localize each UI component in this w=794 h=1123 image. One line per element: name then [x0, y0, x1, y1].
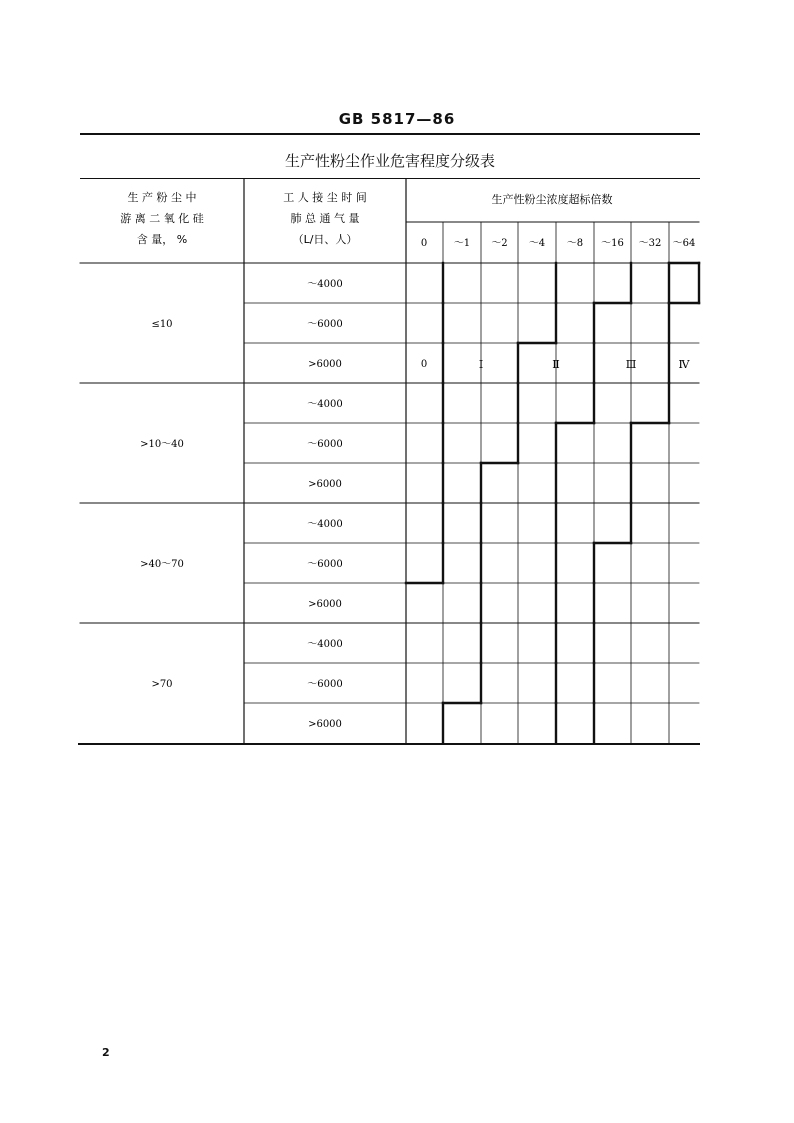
- multiplier-col-label: ～8: [566, 238, 584, 249]
- ventilation-header-line-3: （L/日、人）: [292, 233, 358, 246]
- silica-content-cell: >10～40: [140, 439, 184, 450]
- multiplier-col-label: 0: [420, 238, 428, 249]
- standard-code: GB 5817—86: [338, 110, 456, 128]
- ventilation-cell: ～4000: [307, 399, 343, 410]
- silica-header-line-1: 生 产 粉 尘 中: [127, 191, 197, 204]
- ventilation-cell: ～6000: [307, 319, 343, 330]
- silica-content-cell: >40～70: [140, 559, 184, 570]
- silica-content-cell: ≤10: [151, 319, 173, 330]
- grade-label-iv: Ⅳ: [678, 358, 690, 371]
- multiplier-header: 生产性粉尘浓度超标倍数: [491, 193, 613, 206]
- multiplier-col-label: ～2: [491, 238, 508, 249]
- ventilation-cell: ～4000: [307, 279, 343, 290]
- grade-label-i: Ⅰ: [478, 358, 484, 371]
- multiplier-col-label: ～16: [601, 238, 624, 249]
- multiplier-col-label: ～64: [672, 238, 696, 249]
- multiplier-col-label: ～32: [638, 238, 662, 249]
- page-number: 2: [102, 1046, 110, 1059]
- table-title: 生产性粉尘作业危害程度分级表: [284, 152, 495, 170]
- bottom-rule: [78, 743, 700, 745]
- ventilation-cell: ～4000: [307, 639, 343, 650]
- ventilation-cell: >6000: [308, 599, 342, 610]
- multiplier-col-label: ～4: [528, 238, 546, 249]
- silica-header-line-3: 含 量， %: [136, 233, 188, 246]
- grade-label-ii: Ⅱ: [552, 358, 560, 371]
- ventilation-cell: >6000: [308, 479, 342, 490]
- table-grid: [80, 179, 699, 743]
- grade-label-iii: Ⅲ: [625, 358, 637, 371]
- multiplier-col-label: ～1: [453, 238, 471, 249]
- ventilation-cell: >6000: [308, 359, 342, 370]
- ventilation-cell: ～6000: [307, 439, 343, 450]
- ventilation-header-line-2: 肺 总 通 气 量: [290, 212, 360, 225]
- silica-content-cell: >70: [151, 679, 173, 690]
- grade-label-0: 0: [420, 359, 428, 370]
- ventilation-cell: ～6000: [307, 679, 343, 690]
- ventilation-header-line-1: 工 人 接 尘 时 间: [283, 191, 367, 204]
- ventilation-cell: ～6000: [307, 559, 343, 570]
- ventilation-cell: ～4000: [307, 519, 343, 530]
- silica-header-line-2: 游 离 二 氧 化 硅: [120, 212, 204, 225]
- ventilation-cell: >6000: [308, 719, 342, 730]
